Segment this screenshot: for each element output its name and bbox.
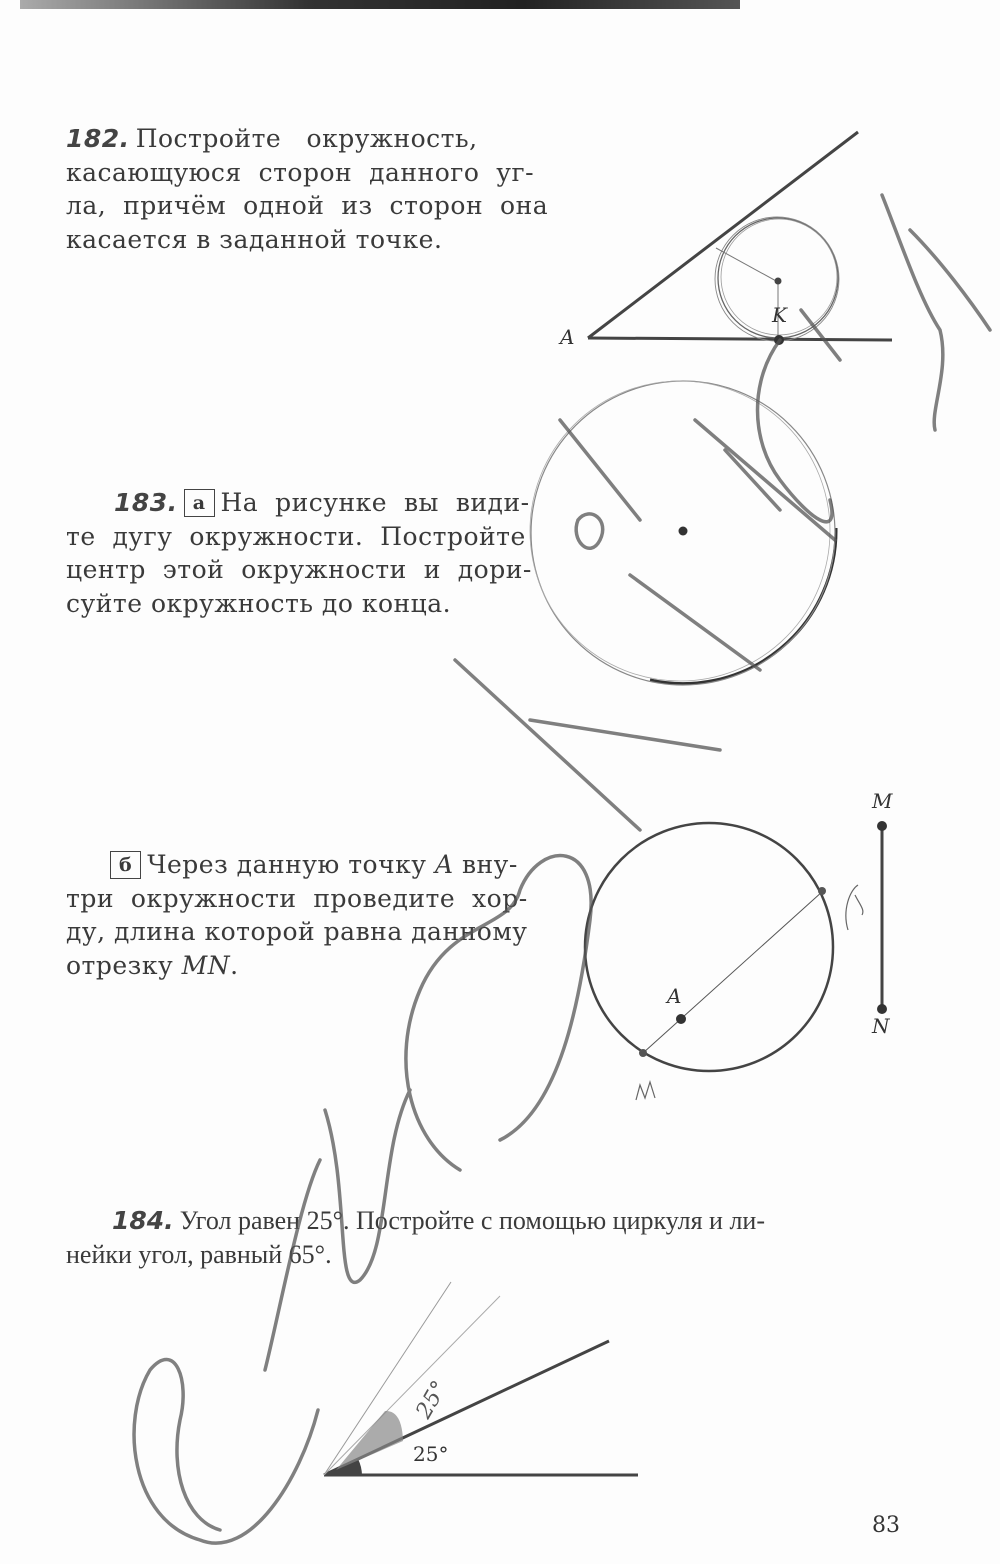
problem-text-line: нейки угол, равный 65°. bbox=[66, 1239, 332, 1269]
problem-text-line: центр этой окружности и дори- bbox=[66, 555, 532, 584]
problem-text-line: суйте окружность до конца. bbox=[66, 588, 452, 618]
problem-text-line: касается в заданной точке. bbox=[66, 224, 443, 254]
problem-text-line: Угол равен 25°. Постройте с помощью циркуля и ли- bbox=[179, 1206, 765, 1235]
handwritten-angle-25: 25° bbox=[411, 1376, 453, 1423]
problem-text-line: ду, длина которой равна данному bbox=[66, 917, 528, 946]
angle-label-25: 25° bbox=[413, 1442, 449, 1466]
point-label-a: A bbox=[667, 984, 682, 1008]
part-label-b: б bbox=[110, 851, 141, 879]
figure-183b bbox=[585, 821, 887, 1071]
problem-text-line: ла, причём одной из сторон она bbox=[66, 191, 549, 220]
segment-label-m: M bbox=[872, 789, 893, 813]
problem-183b: б Через данную точку A вну- три окружности проведите хор- ду, длина которой равна данному отрезку MN. bbox=[66, 848, 532, 982]
problem-number: 184. bbox=[112, 1206, 174, 1235]
problem-text-line: Постройте окружность, bbox=[135, 124, 478, 153]
page-number: 83 bbox=[872, 1513, 900, 1538]
segment-label-n: N bbox=[872, 1014, 890, 1038]
part-label-a: а bbox=[184, 489, 215, 517]
figure-184 bbox=[324, 1282, 638, 1475]
problem-number: 182. bbox=[66, 124, 130, 153]
problem-number: 183. bbox=[114, 488, 178, 517]
problem-text-line: касающуюся сторон данного уг- bbox=[66, 157, 535, 187]
problem-text-line: На рисунке вы види- bbox=[220, 488, 530, 517]
point-label-k: K bbox=[772, 303, 787, 327]
problem-text-line: три окружности проведите хор- bbox=[66, 883, 528, 913]
problem-text-line: те дугу окружности. Постройте bbox=[66, 521, 526, 551]
handwriting-overlay bbox=[134, 195, 990, 1543]
figure-182 bbox=[588, 132, 892, 345]
vertex-label-a: A bbox=[560, 325, 575, 349]
